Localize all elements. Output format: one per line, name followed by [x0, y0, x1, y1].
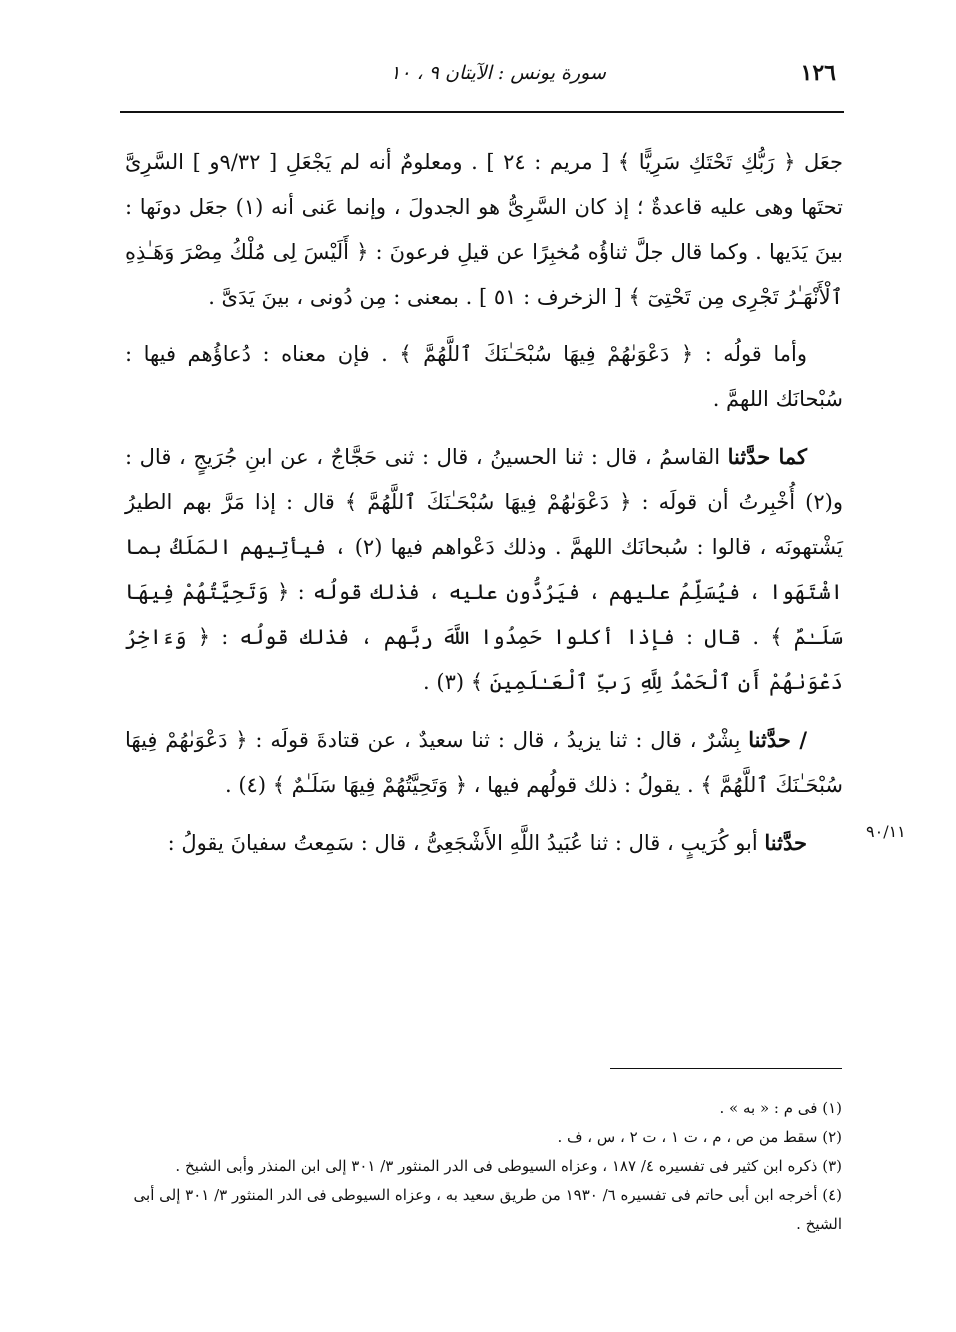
paragraph-2 [125, 332, 843, 422]
paragraph-1-text: جعَل ﴿ رَبُّكِ تَحْتَكِ سَرِيًّا ﴾ [ مريم : ٢٤ ] . ومعلومٌ أنه لم يَجْعَلِ [ ٩/٣٢و ] السَّرِىَّ تحتَها وهى عليه قاعدةٌ ؛ إذ كان السَّرِىُّ هو الجدولَ ، وإنما عَنى أنه (١) جعَل دونَها : بينَ يَدَيها . وكما قال جلَّ ثناؤُه مُخبِرًا عن قيلِ فرعونَ : ﴿ أَلَيْسَ لِى مُلْكُ مِصْرَ وَهَـٰذِهِ ٱلْأَنْهَـٰرُ تَجْرِى مِن تَحْتِىٓ ﴾ [ الزخرف : ٥١ ] . بمعنى : مِن دُونى ، بينَ يَدَىَّ . [125, 150, 843, 309]
main-text [125, 140, 843, 878]
paragraph-3-text: القاسمُ ، قال : ثنا الحسينُ ، قال : ثنى حَجَّاجٌ ، عن ابنِ جُرَيجٍ ، قال : و(٢) أُخْبِرتُ أن قولَه : ﴿ دَعْوَىٰهُمْ فِيهَا سُبْحَـٰنَكَ ٱللَّهُمَّ ﴾ قال : إذا مَرَّ بهم الطيرُ يَشْتهونَه ، قالوا : سُبحانَك اللهمَّ . وذلك دَعْواهم فيها (٢) ، فيأتِيهم المَلَكُ بما اشْتَهَوا ، فيُسَلِّمُ عليهم ، فيَرُدُّون عليه ، فذلك قولُه : ﴿ وَتَحِيَّتُهُمْ فِيهَا سَلَـٰمٌ ﴾ . قال : فإذا أكلوا حَمِدُوا اللَّهَ ربَّهم ، فذلك قولُه : ﴿ وَءَاخِرُ دَعْوَىٰهُمْ أَنِ ٱلْحَمْدُ لِلَّهِ رَبِّ ٱلْعَـٰلَمِينَ ﴾ (٣) . [125, 445, 843, 694]
page-number: ١٢٦ [800, 60, 836, 86]
footnote-2: (٢) سقط من ص ، م ، ت ١ ، ت ٢ ، س ، ف . [557, 1128, 842, 1146]
footnote-1: (١) فى م : « به » . [719, 1099, 842, 1117]
footnote-rule [610, 1068, 842, 1069]
page-header [130, 56, 842, 96]
running-title: سورة يونس : الآيتان ٩ ، ١٠ [390, 62, 606, 84]
manuscript-margin-note: ٩٠/١١ [866, 822, 906, 841]
paragraph-4-text: بِشْرٌ ، قال : ثنا يزيدُ ، قال : ثنا سعيدٌ ، عن قتادةَ قولَه : ﴿ دَعْوَىٰهُمْ فِيهَا سُبْحَـٰنَكَ ٱللَّهُمَّ ﴾ . يقولُ : ذلك قولُهم فيها ، ﴿ وَتَحِيَّتُهُمْ فِيهَا سَلَـٰمٌ ﴾ (٤) . [125, 728, 843, 797]
paragraph-5-text: أبو كُرَيبٍ ، قال : ثنا عُبَيدُ اللَّهِ الأَشْجَعِىُّ ، قال : سَمِعتُ سفيانَ يقولُ : [167, 831, 765, 855]
paragraph-5-lead: حدَّثنا [764, 830, 807, 855]
paragraph-5 [125, 820, 843, 866]
paragraph-1 [125, 140, 843, 320]
paragraph-4 [125, 717, 843, 808]
paragraph-4-lead: / حدَّثنا [748, 727, 807, 752]
footnotes [120, 1094, 842, 1239]
paragraph-3 [125, 434, 843, 705]
paragraph-3-lead: كما حدَّثنا [727, 444, 808, 469]
footnote-4: (٤) أخرجه ابن أبى حاتم فى تفسيره ٦/ ١٩٣٠ من طريق سعيد به ، وعزاه السيوطى فى الدر المنثور ٣/ ٣٠١ إلى أبى الشيخ . [133, 1186, 842, 1233]
paragraph-2-text: وأما قولُه : ﴿ دَعْوَىٰهُمْ فِيهَا سُبْحَـٰنَكَ ٱللَّهُمَّ ﴾ . فإن معناه : دُعاؤُهم فيها : سُبْحانَك اللهمَّ . [125, 342, 843, 411]
header-rule [120, 111, 844, 113]
footnote-3: (٣) ذكره ابن كثير فى تفسيره ٤/ ١٨٧ ، وعزاه السيوطى فى الدر المنثور ٣/ ٣٠١ إلى ابن المنذر وأبى الشيخ . [175, 1157, 842, 1175]
